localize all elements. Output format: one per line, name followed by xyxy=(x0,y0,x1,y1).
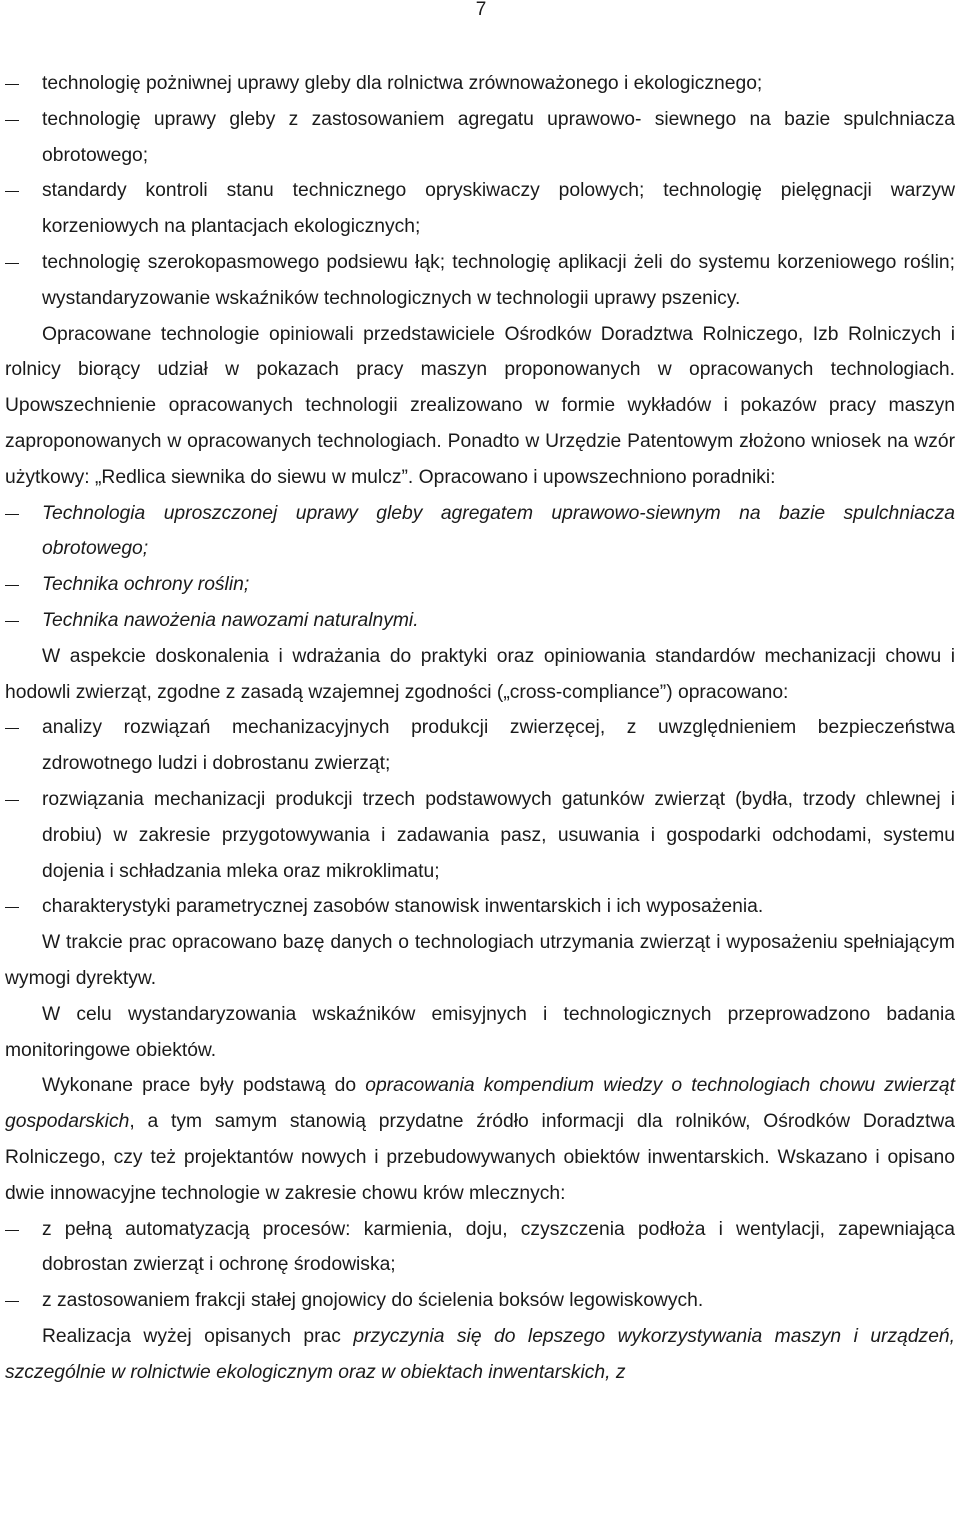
page-content xyxy=(5,66,955,1390)
guide-title: Technika ochrony roślin; xyxy=(42,574,250,596)
text-run: Realizacja wyżej opisanych prac xyxy=(42,1325,354,1347)
list-item: z pełną automatyzacją procesów: karmienia, doju, czyszczenia podłoża i wentylacji, zapewniająca dobrostan zwierząt i ochronę środowiska; xyxy=(5,1212,955,1284)
guide-title: Technologia uproszczonej uprawy gleby agregatem uprawowo-siewnym na bazie spulchniacza obrotowego; xyxy=(42,502,955,560)
analyses-list xyxy=(5,710,955,925)
paragraph-compendium xyxy=(5,1068,955,1211)
list-item: z zastosowaniem frakcji stałej gnojowicy do ścielenia boksów legowiskowych. xyxy=(5,1283,955,1319)
list-item: rozwiązania mechanizacji produkcji trzech podstawowych gatunków zwierząt (bydła, trzody chlewnej i drobiu) w zakresie przygotowywania i zadawania pasz, usuwania i gospodarki odchodami, systemu dojenia i schładzania mleka oraz mikroklimatu; xyxy=(5,782,955,889)
page-number: 7 xyxy=(475,0,487,20)
emphasis-text: przyczynia się do lepszego wykorzystywania maszyn i urządzeń, szczególnie w rolnictwie ekologicznym oraz w obiektach inwentarskich, z xyxy=(5,1325,956,1383)
list-item xyxy=(5,603,955,639)
text-run: , a tym samym stanowią przydatne źródło informacji dla rolników, Ośrodków Doradztwa Rolniczego, czy też projektantów nowych i przebudowywanych obiektów inwentarskich. Wskazano i opisano dwie innowacyjne technologie w zakresie chowu krów mlecznych: xyxy=(5,1111,955,1204)
list-item: standardy kontroli stanu technicznego opryskiwaczy polowych; technologię pielęgnacji warzyw korzeniowych na plantacjach ekologicznych; xyxy=(5,173,955,245)
list-item: analizy rozwiązań mechanizacyjnych produkcji zwierzęcej, z uwzględnieniem bezpieczeństwa zdrowotnego ludzi i dobrostanu zwierząt; xyxy=(5,710,955,782)
list-item xyxy=(5,496,955,568)
list-item: technologię pożniwnej uprawy gleby dla rolnictwa zrównoważonego i ekologicznego; xyxy=(5,66,955,102)
text-run: Wykonane prace były podstawą do xyxy=(42,1075,366,1097)
paragraph-realization xyxy=(5,1319,955,1391)
dairy-technologies-list xyxy=(5,1212,955,1319)
list-item: technologię szerokopasmowego podsiewu łąk; technologię aplikacji żeli do systemu korzeniowego roślin; wystandaryzowanie wskaźników technologicznych w technologii uprawy pszenicy. xyxy=(5,245,955,317)
list-item: technologię uprawy gleby z zastosowaniem agregatu uprawowo- siewnego na bazie spulchniacza obrotowego; xyxy=(5,102,955,174)
paragraph-database: W trakcie prac opracowano bazę danych o technologiach utrzymania zwierząt i wyposażeniu spełniającym wymogi dyrektyw. xyxy=(5,932,955,989)
emphasis-text: opracowania kompendium wiedzy o technologiach chowu zwierząt gospodarskich xyxy=(5,1075,956,1133)
paragraph-mechanization: W aspekcie doskonalenia i wdrażania do praktyki oraz opiniowania standardów mechanizacji chowu i hodowli zwierząt, zgodne z zasadą wzajemnej zgodności („cross-compliance”) opracowano: xyxy=(5,645,955,703)
paragraph-monitoring: W celu wystandaryzowania wskaźników emisyjnych i technologicznych przeprowadzono badania monitoringowe obiektów. xyxy=(5,1003,955,1061)
list-item: charakterystyki parametrycznej zasobów stanowisk inwentarskich i ich wyposażenia. xyxy=(5,889,955,925)
paragraph-opinions: Opracowane technologie opiniowali przedstawiciele Ośrodków Doradztwa Rolniczego, Izb Rolniczych i rolnicy biorący udział w pokazach pracy maszyn proponowanych w opracowanych technologiach. Upowszechnienie opracowanych technologii zrealizowano w formie wykładów i pokazów pracy maszyn zaproponowanych w opracowanych technologiach. Ponadto w Urzędzie Patentowym złożono wniosek na wzór użytkowy: „Redlica siewnika do siewu w mulcz”. Opracowano i upowszechniono poradniki: xyxy=(5,323,955,488)
guides-list xyxy=(5,496,955,639)
list-item xyxy=(5,567,955,603)
guide-title: Technika nawożenia nawozami naturalnymi. xyxy=(42,609,419,631)
technology-list xyxy=(5,66,955,317)
